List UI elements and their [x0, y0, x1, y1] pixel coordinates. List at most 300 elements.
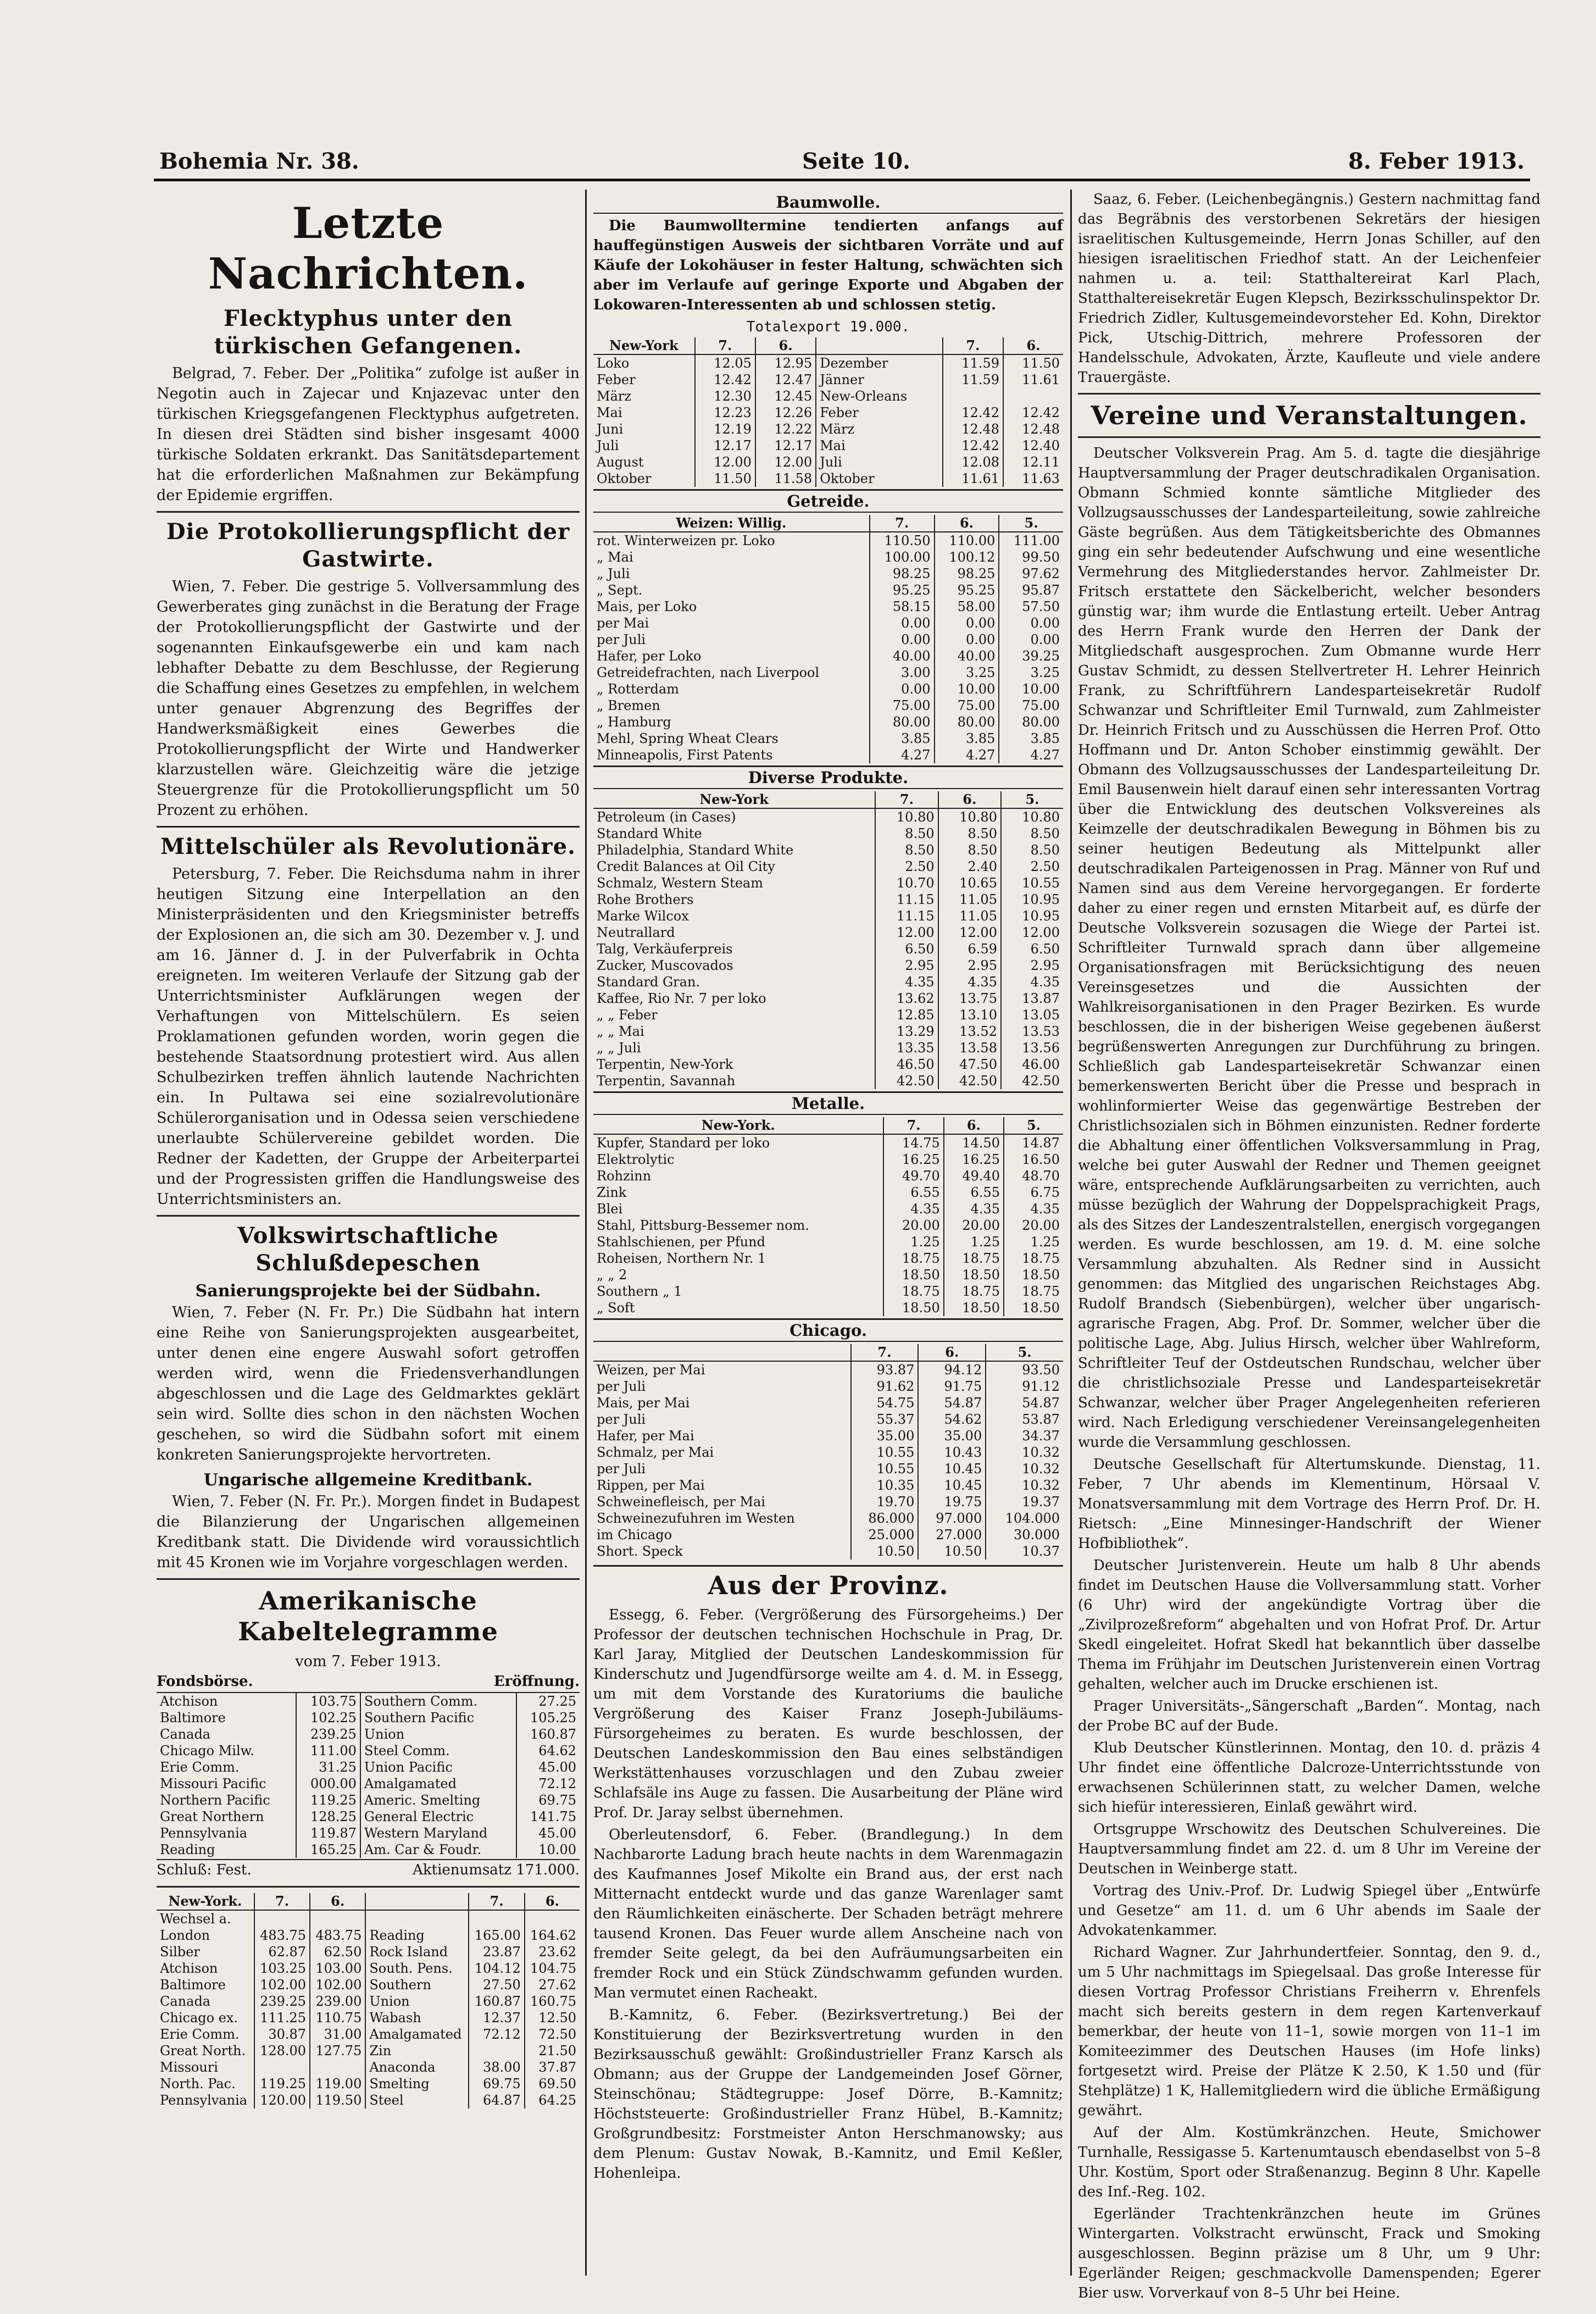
table-row [593, 1411, 1063, 1428]
table-cell: 48.70 [1004, 1168, 1063, 1184]
table-cell: 46.50 [875, 1056, 938, 1073]
table-cell: 19.70 [851, 1494, 919, 1510]
table-cell: 4.27 [999, 747, 1063, 763]
products-table [593, 791, 1063, 1089]
table-cell: 47.50 [938, 1056, 1001, 1073]
table-cell: Schmalz, Western Steam [597, 875, 763, 891]
table-cell: 4.35 [875, 974, 938, 990]
table-cell: 19.37 [986, 1494, 1063, 1510]
table-cell: Baltimore [160, 1977, 226, 1993]
table-cell [943, 388, 1003, 404]
table-header-cell: 7. [254, 1893, 310, 1910]
table-cell: 20.00 [883, 1217, 943, 1234]
article-body: B.-Kamnitz, 6. Feber. (Bezirksvertretung.) Bei der Konstituierung der Bezirksvertretung wurden in den Bezirksausschuß gewählt: Großindustrieller Franz Karsch als Obmann; aus der Gruppe der Landgemeinden Josef Görner, Steinschönau; Städtegruppe: Josef Dörre, B.-Kamnitz; Höchststeuerte: Großindustrieller Franz Hübel, B.-Kamnitz; Großgrundbesitz: Forstmeister Anton Herschmanowsky; aus dem Plenum: Gustav Nowak, B.-Kamnitz, und Emil Keßler, Hohenleipa. [593, 2007, 1063, 2182]
section-title-grain: Getreide. [593, 489, 1063, 513]
table-cell: 40.00 [870, 648, 935, 664]
grain-table [593, 515, 1063, 763]
table-cell: Minneapolis, First Patents [597, 747, 773, 763]
table-cell: New-York [593, 791, 875, 808]
table-cell: 20.00 [944, 1217, 1004, 1234]
table-cell: 14.87 [1004, 1134, 1063, 1151]
table-row [593, 1300, 1063, 1316]
table-cell: 12.42 [943, 404, 1003, 421]
table-cell: 6.55 [944, 1184, 1004, 1201]
table-cell: 12.11 [1003, 454, 1063, 470]
table-cell: 239.00 [310, 1993, 365, 2010]
table-row [157, 2092, 580, 2108]
table-cell: 12.45 [755, 388, 816, 404]
table-cell: 12.17 [695, 437, 755, 454]
table-cell: Schweinefleisch, per Mai [597, 1494, 766, 1510]
table-cell: Hafer, per Loko [597, 648, 702, 664]
table-cell: 45.00 [516, 1825, 580, 1841]
table-cell: 12.08 [943, 454, 1003, 470]
article-body: Petersburg, 7. Feber. Die Reichsduma nahm in ihrer heutigen Sitzung eine Interpellation an den Ministerpräsidenten und den Kriegsminister betreffs der Explosionen an, die sich am 30. Dezember v. J. und am 16. Jänner d. J. in der Pulverfabrik in Ochta ereigneten. Im weiteren Verlaufe der Sitzung gab der Unterrichtsminister Aufklärungen wegen der Verhaftungen von Mittelschülern. Es seien Proklamationen gefunden worden, worin gegen die bestehende Staatsordnung protestiert wird. Aus allen Schulbezirken treffen ähnlich lautende Nachrichten ein. In Pultawa sei eine sozialrevolutionäre Schülerorganisation und in Odessa seien verschiedene unerlaubte Schülervereine gebildet worden. Die Redner der Kadetten, der Gruppe der Arbeiterpartei und der Progressisten griffen die Handlungsweise des Unterrichtsministers an. [157, 865, 580, 1208]
table-cell: 483.75 [310, 1927, 365, 1944]
table-cell: 30.000 [986, 1527, 1063, 1543]
table-cell: 69.50 [525, 2076, 580, 2092]
table-cell: 10.80 [1001, 808, 1063, 825]
table-cell: 10.45 [918, 1461, 986, 1477]
table-cell: 128.25 [296, 1808, 360, 1825]
table-cell: Union [360, 1726, 516, 1743]
table-cell: 0.00 [935, 631, 999, 648]
table-cell: 4.35 [883, 1201, 943, 1217]
table-cell: 8.50 [875, 825, 938, 842]
share-turnover: Aktienumsatz 171.000. [413, 1862, 580, 1878]
column-rule-2 [1070, 190, 1072, 2276]
table-row [593, 941, 1063, 957]
table-cell: 13.35 [875, 1040, 938, 1056]
table-cell: 27.25 [516, 1693, 580, 1710]
table-row [593, 388, 1063, 404]
table-cell: 12.22 [755, 421, 816, 437]
table-cell: Kupfer, Standard per loko [597, 1135, 770, 1151]
table-cell [469, 1910, 524, 1927]
fonds-label: Fondsbörse. [157, 1673, 253, 1690]
table-cell: 91.12 [986, 1378, 1063, 1395]
table-cell: 12.00 [938, 924, 1001, 941]
table-cell: Juli [597, 438, 619, 453]
table-cell: Philadelphia, Standard White [597, 842, 794, 858]
table-cell: 0.00 [870, 681, 935, 697]
table-cell: 21.50 [525, 2043, 580, 2059]
table-cell: Reading [160, 1842, 215, 1857]
table-cell: Juli [816, 454, 943, 470]
table-cell: Mai [597, 405, 622, 420]
table-cell: 18.50 [944, 1300, 1004, 1316]
table-cell: 42.50 [1001, 1073, 1063, 1089]
table-cell: South. Pens. [365, 1960, 469, 1977]
table-cell: 34.37 [986, 1428, 1063, 1444]
table-cell: 100.00 [870, 549, 935, 565]
table-cell: Western Maryland [360, 1825, 516, 1841]
article-subtitle: Sanierungsprojekte bei der Südbahn. [195, 1281, 541, 1301]
article-body: Deutscher Volksverein Prag. Am 5. d. tagte die diesjährige Hauptversammlung der Prager deutschradikalen Organisation. Obmann Schmied konnte sämtliche Mitglieder des Vollzugsausschusses der Landesparteileitung, sowie zahlreiche Gäste begrüßen. Aus dem Tätigkeitsberichte des Obmannes ging ein sehr bedeutender Aufschwung und eine wesentliche Vermehrung des Mitgliederstandes hervor. Zahlmeister Dr. Fritsch erstattete den Säckelbericht, welcher besonders günstig war; ihm wurde die Entlastung erteilt. Ueber Antrag des Herrn Frank wurde den Herren der Dank der Mitgliedschaft ausgesprochen. Zum Obmanne wurde Herr Gustav Schmidt, zu dessen Stellvertreter H. Lehrer Heinrich Frank, zu Schriftführern Landesparteisekretär Rudolf Schwanzar und Schriftleiter Emil Turnwald, zum Zahlmeister Dr. Heinrich Fritsch und zu Ausschüssen die Herren Prof. Otto Hoffmann und Dr. Anton Schober einstimmig gewählt. Der Obmann des Vollzugsausschusses der Landesparteileitung Dr. Emil Bausenwein hielt darauf einen sehr interessanten Vortrag über die Entwicklung des deutschen Volksvereines als Keimzelle der deutschradikalen Bewegung in Böhmen bis zu seiner heutigen Bedeutung als Mittelpunkt aller deutschradikalen Parteigenossen in Prag. Männer von Ruf und Namen sind aus dem Vereine hervorgegangen. Er forderte daher zu einer regen und ernsten Mitarbeit auf, es dürfe der Deutsche Volksverein sozusagen die Wiege der Partei ist. Schriftleiter Turnwald sprach dann über allgemeine Organisationsfragen mit Berücksichtigung des neuen Vereinsgesetzes und die Aussichten der Wahlkreisorganisationen in den Prager Bezirken. Es wurde beschlossen, die in der bisherigen Weise gegebenen äußerst begrüßenswerten Anregungen zur Durchführung zu bringen. Schließlich gab Landesparteisekretär Schwanzar einen bemerkenswerten Bericht über die Presse und besprach in wohlinformierter Weise das gegenwärtige Bestreben der Christlichsozialen sich in Böhmen einzunisten. Redner forderte die Abhaltung einer öffentlichen Volksversammlung in Prag, welche bei guter Auswahl der Redner und Themen geeignet wäre, entsprechende Aufklärungsarbeiten zu verrichten, auch müsse bezüglich der Wahrung der Doppelsprachigkeit Prags, als des Sitzes der Landeszentralstellen, energisch vorgegangen werden. Es wurde beschlossen, am 19. d. M. eine solche Versammlung abzuhalten. Als Redner sind in Aussicht genommen: das Mitglied des ungarischen Reichstages Abg. Rudolf Brandsch (Siebenbürgen), welcher über ungarisch-agrarische Fragen, Abg. Prof. Dr. Sommer, welcher über die politische Lage, Abg. Julius Hirsch, welcher über Wahlreform, Schriftleiter Teuf der Ostdeutschen Rundschau, welcher über die christlichsoziale Presse und Landesparteisekretär Schwanzar, welcher über Prager Angelegenheiten referieren wird. Nach Erledigung verschiedener Vereinsangelegenheiten wurde die Versammlung geschlossen. [1078, 445, 1541, 1451]
table-row [593, 1151, 1063, 1168]
table-cell: 6. [938, 791, 1001, 808]
table-cell: 3.25 [999, 664, 1063, 681]
table-cell: 98.25 [870, 565, 935, 582]
table-cell: Zin [365, 2043, 469, 2059]
table-cell: 14.75 [883, 1134, 943, 1151]
table-cell: Oktober [597, 471, 652, 486]
table-cell: 2.50 [875, 858, 938, 875]
section-title-metals: Metalle. [593, 1091, 1063, 1115]
article-body: Prager Universitäts-„Sängerschaft „Barden“. Montag, nach der Probe BC auf der Bude. [1078, 1698, 1541, 1734]
table-row [593, 990, 1063, 1007]
table-cell: 18.50 [1004, 1267, 1063, 1283]
table-cell: 6. [935, 515, 999, 532]
table-cell: 94.12 [918, 1361, 986, 1378]
table-cell: 27.000 [918, 1527, 986, 1543]
table-row [157, 1743, 580, 1759]
table-cell: Marke Wilcox [597, 908, 689, 924]
table-row [593, 681, 1063, 697]
table-cell: 18.75 [883, 1250, 943, 1267]
table-cell: 62.50 [310, 1944, 365, 1960]
table-cell: 58.00 [935, 598, 999, 615]
table-cell: 6.55 [883, 1184, 943, 1201]
table-cell: 12.42 [695, 371, 755, 388]
table-cell: Zucker, Muscovados [597, 958, 733, 973]
table-cell: 8.50 [1001, 825, 1063, 842]
table-row [157, 2043, 580, 2059]
table-cell: Zink [597, 1185, 627, 1200]
table-cell: 64.25 [525, 2092, 580, 2108]
table-cell: 10.37 [986, 1543, 1063, 1560]
table-cell: Southern Pacific [360, 1710, 516, 1726]
table-cell: New-York. [593, 1117, 883, 1134]
table-cell: 102.00 [310, 1977, 365, 1993]
table-cell: Erie Comm. [160, 2027, 240, 2042]
table-cell: 104.75 [525, 1960, 580, 1977]
table-cell: 72.12 [469, 2026, 524, 2043]
table-cell: 10.80 [875, 808, 938, 825]
article-title: Die Protokollierungspflicht der Gastwirte. [166, 519, 570, 572]
table-cell: 49.70 [883, 1168, 943, 1184]
table-cell: Amalgamated [365, 2026, 469, 2043]
table-cell: Getreidefrachten, nach Liverpool [597, 665, 820, 680]
table-cell: 13.58 [938, 1040, 1001, 1056]
table-cell: 35.00 [851, 1428, 919, 1444]
table-row [593, 1267, 1063, 1283]
table-cell: Chicago Milw. [160, 1743, 254, 1758]
table-cell: „ Hamburg [597, 714, 671, 730]
divider [157, 1886, 580, 1888]
table-cell: „ Mai [597, 550, 633, 565]
table-row [593, 1184, 1063, 1201]
table-cell: 4.35 [944, 1201, 1004, 1217]
table-cell: 3.85 [935, 730, 999, 747]
article-title: Flecktyphus unter den türkischen Gefangenen. [214, 306, 522, 359]
table-row [593, 1073, 1063, 1089]
table-cell: 10.70 [875, 875, 938, 891]
table-cell: 10.00 [516, 1841, 580, 1858]
table-cell: 18.50 [944, 1267, 1004, 1283]
table-row [157, 2026, 580, 2043]
table-row [593, 454, 1063, 470]
table-cell: Southern „ 1 [597, 1284, 682, 1299]
table-cell: 10.43 [918, 1444, 986, 1461]
table-cell: 111.00 [296, 1743, 360, 1759]
column-rule-1 [585, 190, 587, 2276]
table-cell: 64.87 [469, 2092, 524, 2108]
table-cell: Anaconda [365, 2059, 469, 2076]
table-cell: Credit Balances at Oil City [597, 859, 775, 874]
table-cell: 12.42 [943, 437, 1003, 454]
newyork-table [157, 1893, 580, 2108]
table-cell: Mais, per Mai [597, 1395, 690, 1411]
table-cell: 10.95 [1001, 908, 1063, 924]
table-row [593, 1134, 1063, 1151]
table-row [593, 1250, 1063, 1267]
table-cell: „ „ 2 [597, 1267, 627, 1283]
table-row [157, 1944, 580, 1960]
table-cell: Weizen: Willig. [593, 515, 870, 532]
table-cell: 19.75 [918, 1494, 986, 1510]
table-cell: Loko [597, 356, 630, 371]
article-body: Richard Wagner. Zur Jahrhundertfeier. Sonntag, den 9. d., um 5 Uhr nachmittags im Spiegelsaal. Das große Interesse für diesen Vortrag Professor Christians Freiherrn v. Ehrenfels macht sich bereits gestern in dem regen Kartenverkauf bemerkbar, der heute von 11–1, sowie morgen von 11–1 im Komiteezimmer des Deutschen Hauses (im Hofe links) fortgesetzt wird. Preise der Plätze K 2.50, K 1.50 und (für Stehplätze) 1 K, Hallemitgliedern wird die übliche Ermäßigung gewährt. [1078, 1944, 1541, 2119]
article-body: Wien, 7. Feber (N. Fr. Pr.) Die Südbahn hat intern eine Reihe von Sanierungsprojekten ausgearbeitet, unter denen eine engere Auswahl sofort getroffen werden wird, wenn die Friedensverhandlungen abgeschlossen und die Lage des Geldmarktes geklärt sein wird. Sollte dies schon in den nächsten Wochen geschehen, so wird die Südbahn sofort mit einem konkreten Sanierungsprojekte hervortreten. [157, 1304, 580, 1463]
table-cell: 13.75 [938, 990, 1001, 1007]
table-header-cell: 7. [469, 1893, 524, 1910]
table-cell: „ Rotterdam [597, 681, 679, 697]
table-cell: 53.87 [986, 1411, 1063, 1428]
table-cell: 46.00 [1001, 1056, 1063, 1073]
table-cell [310, 1910, 365, 1927]
table-cell: 95.25 [870, 582, 935, 598]
table-cell: 4.35 [1001, 974, 1063, 990]
table-cell: 13.52 [938, 1023, 1001, 1040]
table-cell: Kaffee, Rio Nr. 7 per loko [597, 991, 766, 1006]
table-row [157, 1825, 580, 1841]
table-cell: 13.29 [875, 1023, 938, 1040]
table-cell: 10.00 [999, 681, 1063, 697]
table-cell: 10.65 [938, 875, 1001, 891]
table-row [593, 532, 1063, 549]
article-body: Klub Deutscher Künstlerinnen. Montag, den 10. d. präzis 4 Uhr findet eine öffentliche Dalcroze-Unterrichtsstunde von erwachsenen Schülerinnen statt, zu welcher Damen, welche sich hiefür interessieren, Einlaß gewährt wird. [1078, 1740, 1541, 1816]
table-row [157, 1910, 580, 1927]
table-row [593, 582, 1063, 598]
table-cell: 160.75 [525, 1993, 580, 2010]
table-row [157, 1993, 580, 2010]
table-cell: Mehl, Spring Wheat Clears [597, 731, 778, 746]
article-body: Deutscher Juristenverein. Heute um halb 8 Uhr abends findet im Deutschen Hause die Vollversammlung statt. Vorher (6 Uhr) wird der angekündigte Vortrag über die „Zivilprozeßreform“ abgehalten und von Hofrat Prof. Dr. Artur Skedl eingeleitet. Hofrat Skedl hat bekanntlich über dasselbe Thema im Frühjahr im Deutschen Juristenverein einen Vortrag gehalten, welcher auch im Drucke erschienen ist. [1078, 1557, 1541, 1693]
table-cell: 10.50 [918, 1543, 986, 1560]
table-cell: Schmalz, per Mai [597, 1445, 714, 1460]
table-cell: Southern [365, 1977, 469, 1993]
table-cell: 1.25 [883, 1234, 943, 1250]
table-row [593, 1461, 1063, 1477]
table-cell: Terpentin, Savannah [597, 1073, 736, 1089]
table-cell: per Juli [597, 1461, 646, 1477]
table-cell: 6. [944, 1117, 1004, 1134]
table-cell: 13.05 [1001, 1007, 1063, 1023]
table-cell: 23.62 [525, 1944, 580, 1960]
table-header-row [157, 1893, 580, 1910]
table-cell: 37.87 [525, 2059, 580, 2076]
table-cell: 6.50 [1001, 941, 1063, 957]
table-cell: 18.75 [944, 1250, 1004, 1267]
table-cell: 12.26 [755, 404, 816, 421]
divider [157, 1215, 580, 1217]
table-cell: Americ. Smelting [360, 1792, 516, 1808]
table-cell: Mai [816, 437, 943, 454]
table-cell: Pennsylvania [160, 1825, 248, 1841]
table-cell: Pennsylvania [160, 2093, 248, 2108]
table-cell [525, 1910, 580, 1927]
table-cell: Juni [597, 421, 624, 437]
table-cell: 99.50 [999, 549, 1063, 565]
table-row [593, 825, 1063, 842]
table-cell [254, 2059, 310, 2076]
table-cell: 6. [1003, 337, 1063, 354]
article-body: Belgrad, 7. Feber. Der „Politika“ zufolge ist außer in Negotin auch in Zajecar und Knjazevac unter den türkischen Kriegsgefangenen Flecktyphus aufgetreten. In diesen drei Städten sind bisher insgesamt 4000 türkische Soldaten erkrankt. Das Sanitätsdepartement hat die erforderlichen Maßnahmen zur Bekämpfung der Epidemie ergriffen. [157, 365, 580, 504]
table-cell: 164.62 [525, 1927, 580, 1944]
article-body: Wien, 7. Feber (N. Fr. Pr.). Morgen findet in Budapest die Bilanzierung der Ungarischen allgemeinen Kreditbank statt. Die Dividende wird voraussichtlich mit 45 Kronen wie im Vorjahre vorgeschlagen werden. [157, 1493, 580, 1571]
article-title: Mittelschüler als Revolutionäre. [160, 834, 576, 859]
table-cell: 4.27 [935, 747, 999, 763]
table-cell: 35.00 [918, 1428, 986, 1444]
cable-date: vom 7. Feber 1913. [295, 1653, 441, 1670]
table-cell: 11.05 [938, 908, 1001, 924]
table-row [593, 891, 1063, 908]
table-cell: Stahl, Pittsburg-Bessemer nom. [597, 1218, 810, 1233]
table-cell: „ „ Juli [597, 1040, 641, 1056]
table-row [593, 598, 1063, 615]
table-cell: Rohzinn [597, 1168, 652, 1184]
table-cell: 18.75 [883, 1283, 943, 1300]
table-cell: 119.50 [310, 2092, 365, 2108]
table-cell: 75.00 [870, 697, 935, 714]
table-cell: 0.00 [870, 631, 935, 648]
table-header-cell: 6. [310, 1893, 365, 1910]
table-row [157, 1927, 580, 1944]
table-row [593, 1444, 1063, 1461]
table-cell: 69.75 [516, 1792, 580, 1808]
table-cell [310, 2059, 365, 2076]
table-header-cell: New-York. [157, 1893, 254, 1910]
table-cell: 7. [870, 515, 935, 532]
table-row [593, 631, 1063, 648]
table-cell: Silber [160, 1944, 200, 1960]
table-cell: 39.25 [999, 648, 1063, 664]
table-cell: 6.50 [875, 941, 938, 957]
table-cell: 13.53 [1001, 1023, 1063, 1040]
article-subtitle: Ungarische allgemeine Kreditbank. [203, 1470, 533, 1490]
table-cell: 12.17 [755, 437, 816, 454]
table-cell: 93.87 [851, 1361, 919, 1378]
table-row [593, 1234, 1063, 1250]
table-row [157, 1808, 580, 1825]
table-row [593, 1477, 1063, 1494]
article-title: Volkswirtschaftliche Schlußdepeschen [237, 1223, 499, 1276]
table-cell: Great Northern [160, 1809, 264, 1824]
table-row [593, 908, 1063, 924]
fonds-footer [157, 1859, 580, 1880]
table-cell [254, 1910, 310, 1927]
table-cell: Short. Speck [597, 1544, 683, 1559]
table-cell: Baltimore [160, 1710, 226, 1725]
table-row [593, 714, 1063, 730]
table-cell: 75.00 [935, 697, 999, 714]
table-cell: 10.32 [986, 1444, 1063, 1461]
table-cell: Mais, per Loko [597, 599, 697, 614]
table-cell: 6. [918, 1344, 986, 1361]
table-cell: New-York [593, 337, 695, 354]
table-cell: 16.25 [883, 1151, 943, 1168]
table-row [593, 1283, 1063, 1300]
table-cell: 8.50 [1001, 842, 1063, 858]
table-cell: 12.00 [755, 454, 816, 470]
table-cell: 239.25 [296, 1726, 360, 1743]
table-cell: „ „ Feber [597, 1007, 658, 1023]
section-title-chicago: Chicago. [593, 1318, 1063, 1342]
table-cell: 104.12 [469, 1960, 524, 1977]
table-cell: 10.00 [935, 681, 999, 697]
cotton-report: Die Baumwolltermine tendierten anfangs auf hauffegünstigen Ausweis der sichtbaren Vorräte und auf Käufe der Lokohäuser in fester Haltung, schwächten sich aber im Verlaufe auf geringe Exporte und Abgaben der Lokowaren-Interessenten ab und schlossen stetig. [593, 218, 1063, 313]
table-cell: 10.95 [1001, 891, 1063, 908]
table-cell: 80.00 [870, 714, 935, 730]
table-cell: 119.87 [296, 1825, 360, 1841]
table-cell: 10.45 [918, 1477, 986, 1494]
article-body: Deutsche Gesellschaft für Altertumskunde. Dienstag, 11. Feber, 7 Uhr abends im Klementinum, Hörsaal V. Monatsversammlung mit dem Vortrage des Herrn Prof. Dr. H. Rietsch: „Eine Minnesinger-Handschrift der Wiener Hofbibliothek“. [1078, 1456, 1541, 1552]
table-row [593, 1007, 1063, 1023]
divider [157, 1578, 580, 1580]
table-cell: 18.50 [1004, 1300, 1063, 1316]
table-cell: „ Sept. [597, 582, 643, 598]
table-row [593, 354, 1063, 371]
table-cell: 13.87 [1001, 990, 1063, 1007]
table-cell: Southern Comm. [360, 1693, 516, 1710]
table-cell: 27.50 [469, 1977, 524, 1993]
table-cell: 4.27 [870, 747, 935, 763]
table-row [593, 1378, 1063, 1395]
table-cell: 13.10 [938, 1007, 1001, 1023]
metals-table [593, 1117, 1063, 1316]
table-cell: 10.32 [986, 1461, 1063, 1477]
table-cell: 18.75 [1004, 1250, 1063, 1267]
table-cell: Am. Car & Foudr. [360, 1841, 516, 1858]
table-cell: 5. [999, 515, 1063, 532]
table-cell: 110.00 [935, 532, 999, 549]
table-cell: 11.50 [1003, 354, 1063, 371]
article-body: Ortsgruppe Wrschowitz des Deutschen Schulvereines. Die Hauptversammlung findet am 22. d. um 8 Uhr im Vereine der Deutschen in Weinberge statt. [1078, 1821, 1541, 1877]
table-row [593, 371, 1063, 388]
table-cell: 3.85 [870, 730, 935, 747]
table-cell: 12.30 [695, 388, 755, 404]
table-cell: Jänner [816, 371, 943, 388]
table-cell: 2.95 [1001, 957, 1063, 974]
table-cell: New-Orleans [816, 388, 943, 404]
table-cell: per Juli [597, 1412, 646, 1427]
table-cell: 25.000 [851, 1527, 919, 1543]
table-cell: North. Pac. [160, 2076, 236, 2091]
table-cell: März [816, 421, 943, 437]
header-date: 8. Feber 1913. [1348, 148, 1525, 174]
table-cell: 11.59 [943, 354, 1003, 371]
table-cell: 483.75 [254, 1927, 310, 1944]
table-cell: 18.50 [883, 1300, 943, 1316]
table-cell: 7. [695, 337, 755, 354]
table-cell: Erie Comm. [160, 1760, 240, 1775]
divider [1078, 393, 1541, 395]
table-cell: Chicago ex. [160, 2010, 238, 2026]
table-cell: 1.25 [944, 1234, 1004, 1250]
table-cell: 8.50 [938, 825, 1001, 842]
table-row [593, 437, 1063, 454]
